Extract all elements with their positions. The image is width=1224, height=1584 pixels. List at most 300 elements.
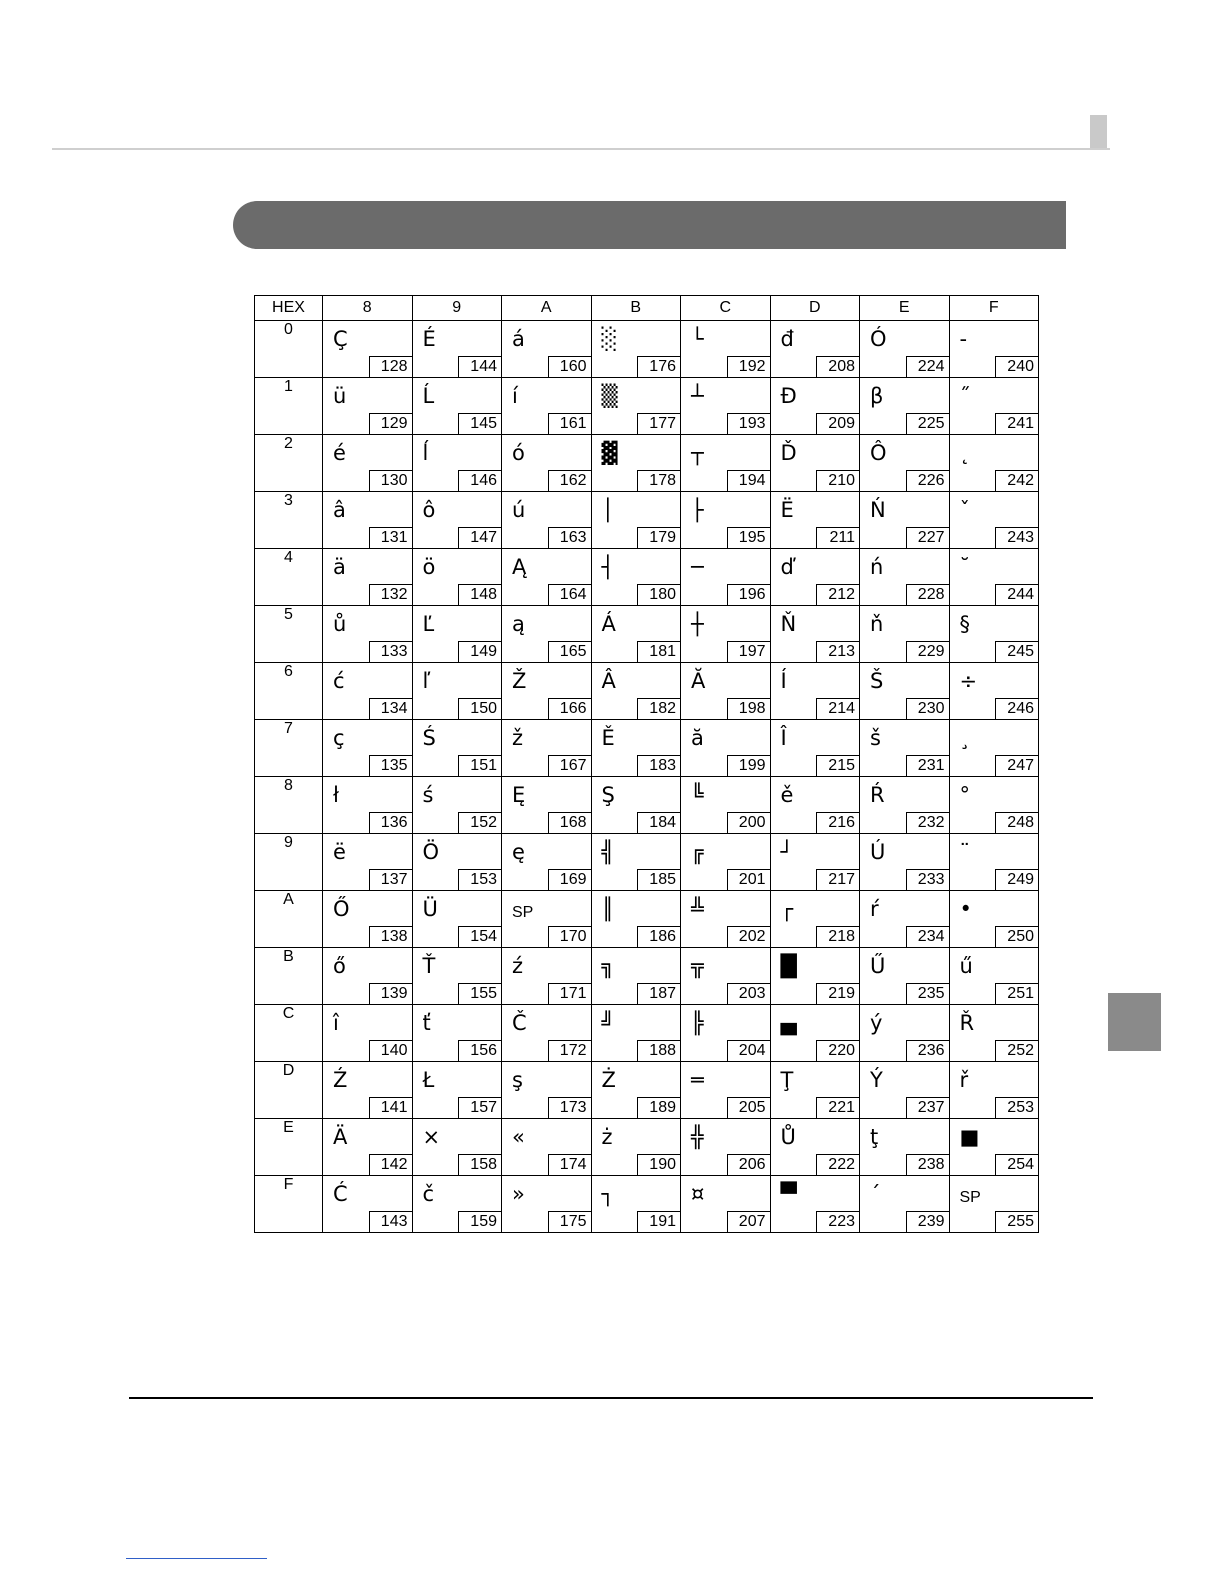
decimal-code: 249	[995, 869, 1039, 891]
decimal-code: 223	[816, 1211, 860, 1233]
character-cell	[591, 777, 681, 834]
character-glyph: đ	[780, 327, 794, 351]
decimal-code: 252	[995, 1040, 1039, 1062]
character-cell	[949, 663, 1039, 720]
decimal-code: 202	[727, 926, 771, 948]
decimal-code: 220	[816, 1040, 860, 1062]
table-row	[255, 834, 1039, 891]
decimal-code: 198	[727, 698, 771, 720]
character-glyph: SP	[959, 1189, 981, 1206]
character-cell	[860, 1005, 950, 1062]
decimal-code: 182	[637, 698, 681, 720]
character-glyph: Đ	[780, 384, 797, 408]
decimal-code: 247	[995, 755, 1039, 777]
character-cell	[502, 777, 592, 834]
footer-link-underline	[126, 1558, 267, 1559]
decimal-code: 222	[816, 1154, 860, 1176]
decimal-code: 158	[458, 1154, 502, 1176]
table-row	[255, 1176, 1039, 1233]
decimal-code: 166	[548, 698, 592, 720]
character-glyph: ő	[333, 954, 346, 978]
character-glyph: Ş	[601, 783, 615, 807]
character-glyph: █	[780, 954, 797, 978]
character-cell	[770, 1119, 860, 1176]
decimal-code: 236	[906, 1040, 950, 1062]
character-glyph: ¨	[959, 840, 970, 864]
column-header: 9	[412, 296, 502, 321]
table-row	[255, 777, 1039, 834]
decimal-code: 228	[906, 584, 950, 606]
decimal-code: 141	[369, 1097, 413, 1119]
decimal-code: 132	[369, 584, 413, 606]
code-page-table	[254, 295, 1039, 1233]
character-cell	[412, 321, 502, 378]
decimal-code: 251	[995, 983, 1039, 1005]
decimal-code: 214	[816, 698, 860, 720]
character-cell	[323, 777, 413, 834]
character-cell	[949, 1176, 1039, 1233]
decimal-code: 152	[458, 812, 502, 834]
row-header: 1	[255, 378, 323, 435]
character-cell	[502, 663, 592, 720]
character-cell	[949, 606, 1039, 663]
decimal-code: 199	[727, 755, 771, 777]
character-glyph: Í	[780, 669, 787, 693]
character-glyph: Á	[601, 612, 616, 636]
character-glyph: Ŕ	[870, 783, 885, 807]
decimal-code: 216	[816, 812, 860, 834]
character-cell	[502, 1005, 592, 1062]
character-cell	[323, 549, 413, 606]
row-header: 6	[255, 663, 323, 720]
character-glyph: í	[512, 384, 518, 408]
character-glyph: ç	[333, 726, 345, 750]
table-row	[255, 891, 1039, 948]
table-row	[255, 492, 1039, 549]
decimal-code: 168	[548, 812, 592, 834]
character-glyph: ą	[512, 612, 525, 636]
character-glyph: É	[422, 327, 436, 351]
character-glyph: ˝	[959, 384, 970, 408]
decimal-code: 165	[548, 641, 592, 663]
character-glyph: ╝	[601, 1011, 615, 1035]
decimal-code: 193	[727, 413, 771, 435]
decimal-code: 237	[906, 1097, 950, 1119]
header-tab-marker	[1090, 115, 1107, 148]
character-glyph: ż	[601, 1125, 613, 1149]
character-glyph: Ű	[870, 954, 886, 978]
character-glyph: â	[333, 498, 346, 522]
character-cell	[860, 948, 950, 1005]
decimal-code: 171	[548, 983, 592, 1005]
character-glyph: î	[333, 1011, 339, 1035]
decimal-code: 241	[995, 413, 1039, 435]
character-glyph: ý	[870, 1011, 883, 1035]
character-cell	[502, 549, 592, 606]
decimal-code: 219	[816, 983, 860, 1005]
character-cell	[681, 777, 771, 834]
character-glyph: ═	[691, 1068, 704, 1092]
row-header: F	[255, 1176, 323, 1233]
character-cell	[591, 435, 681, 492]
character-cell	[502, 378, 592, 435]
character-cell	[949, 492, 1039, 549]
row-header: B	[255, 948, 323, 1005]
decimal-code: 197	[727, 641, 771, 663]
character-cell	[770, 1005, 860, 1062]
table-row	[255, 1005, 1039, 1062]
character-cell	[770, 720, 860, 777]
decimal-code: 207	[727, 1211, 771, 1233]
column-header: A	[502, 296, 592, 321]
table-row	[255, 435, 1039, 492]
character-cell	[412, 378, 502, 435]
character-cell	[502, 834, 592, 891]
character-cell	[502, 720, 592, 777]
table-row	[255, 549, 1039, 606]
decimal-code: 145	[458, 413, 502, 435]
decimal-code: 156	[458, 1040, 502, 1062]
character-cell	[681, 1119, 771, 1176]
decimal-code: 240	[995, 356, 1039, 378]
decimal-code: 206	[727, 1154, 771, 1176]
character-cell	[860, 492, 950, 549]
row-header: 9	[255, 834, 323, 891]
section-banner	[233, 201, 1066, 249]
character-glyph: ▓	[601, 441, 618, 465]
character-glyph: Ą	[512, 555, 527, 579]
decimal-code: 235	[906, 983, 950, 1005]
character-cell	[323, 435, 413, 492]
character-cell	[323, 663, 413, 720]
decimal-code: 161	[548, 413, 592, 435]
decimal-code: 244	[995, 584, 1039, 606]
character-cell	[949, 720, 1039, 777]
decimal-code: 160	[548, 356, 592, 378]
decimal-code: 183	[637, 755, 681, 777]
decimal-code: 135	[369, 755, 413, 777]
character-glyph: ľ	[422, 669, 431, 693]
character-glyph: Ż	[601, 1068, 616, 1092]
decimal-code: 174	[548, 1154, 592, 1176]
character-cell	[860, 549, 950, 606]
character-glyph: Ü	[422, 897, 438, 921]
character-cell	[681, 378, 771, 435]
decimal-code: 146	[458, 470, 502, 492]
decimal-code: 242	[995, 470, 1039, 492]
character-cell	[591, 948, 681, 1005]
character-cell	[949, 1062, 1039, 1119]
decimal-code: 212	[816, 584, 860, 606]
character-glyph: Š	[870, 669, 884, 693]
character-glyph: °	[959, 783, 970, 807]
decimal-code: 184	[637, 812, 681, 834]
character-cell	[770, 663, 860, 720]
character-cell	[591, 321, 681, 378]
character-cell	[502, 321, 592, 378]
character-glyph: ╦	[691, 954, 704, 978]
row-header: 2	[255, 435, 323, 492]
character-glyph: »	[512, 1182, 525, 1206]
decimal-code: 208	[816, 356, 860, 378]
character-cell	[949, 378, 1039, 435]
row-header: D	[255, 1062, 323, 1119]
character-glyph: Ý	[870, 1068, 883, 1092]
character-cell	[412, 1119, 502, 1176]
decimal-code: 227	[906, 527, 950, 549]
decimal-code: 189	[637, 1097, 681, 1119]
character-glyph: •	[959, 897, 972, 921]
decimal-code: 209	[816, 413, 860, 435]
character-glyph: ů	[333, 612, 347, 636]
decimal-code: 248	[995, 812, 1039, 834]
decimal-code: 148	[458, 584, 502, 606]
decimal-code: 149	[458, 641, 502, 663]
character-glyph: ă	[691, 726, 704, 750]
decimal-code: 221	[816, 1097, 860, 1119]
character-glyph: Ô	[870, 441, 887, 465]
character-glyph: Ť	[422, 954, 436, 978]
decimal-code: 232	[906, 812, 950, 834]
header-rule	[52, 148, 1110, 150]
table-row	[255, 663, 1039, 720]
character-cell	[323, 1119, 413, 1176]
decimal-code: 187	[637, 983, 681, 1005]
row-header: 4	[255, 549, 323, 606]
decimal-code: 243	[995, 527, 1039, 549]
character-glyph: ë	[333, 840, 346, 864]
character-cell	[591, 378, 681, 435]
table-row	[255, 606, 1039, 663]
table-row	[255, 378, 1039, 435]
decimal-code: 177	[637, 413, 681, 435]
decimal-code: 170	[548, 926, 592, 948]
decimal-code: 162	[548, 470, 592, 492]
character-cell	[770, 948, 860, 1005]
character-glyph: SP	[512, 904, 534, 921]
decimal-code: 173	[548, 1097, 592, 1119]
decimal-code: 144	[458, 356, 502, 378]
row-header: 3	[255, 492, 323, 549]
character-glyph: └	[691, 327, 704, 351]
decimal-code: 142	[369, 1154, 413, 1176]
character-cell	[860, 321, 950, 378]
character-cell	[591, 1062, 681, 1119]
decimal-code: 250	[995, 926, 1039, 948]
character-cell	[323, 492, 413, 549]
character-cell	[591, 549, 681, 606]
decimal-code: 167	[548, 755, 592, 777]
decimal-code: 211	[816, 527, 860, 549]
decimal-code: 143	[369, 1211, 413, 1233]
character-cell	[770, 378, 860, 435]
character-cell	[949, 777, 1039, 834]
character-glyph: ─	[691, 555, 704, 579]
character-cell	[860, 663, 950, 720]
column-header: C	[681, 296, 771, 321]
decimal-code: 129	[369, 413, 413, 435]
decimal-code: 233	[906, 869, 950, 891]
character-cell	[591, 1005, 681, 1062]
row-header: 8	[255, 777, 323, 834]
character-glyph: Ď	[780, 441, 797, 465]
decimal-code: 205	[727, 1097, 771, 1119]
character-glyph: -	[959, 327, 968, 351]
row-header: C	[255, 1005, 323, 1062]
character-glyph: ł	[333, 783, 339, 807]
character-cell	[323, 1062, 413, 1119]
decimal-code: 224	[906, 356, 950, 378]
character-glyph: Ă	[691, 669, 706, 693]
character-cell	[770, 777, 860, 834]
decimal-code: 176	[637, 356, 681, 378]
decimal-code: 217	[816, 869, 860, 891]
character-cell	[860, 891, 950, 948]
character-glyph: Â	[601, 669, 616, 693]
decimal-code: 192	[727, 356, 771, 378]
character-cell	[949, 891, 1039, 948]
decimal-code: 253	[995, 1097, 1039, 1119]
decimal-code: 194	[727, 470, 771, 492]
decimal-code: 130	[369, 470, 413, 492]
decimal-code: 195	[727, 527, 771, 549]
table-row	[255, 720, 1039, 777]
character-glyph: ş	[512, 1068, 523, 1092]
decimal-code: 137	[369, 869, 413, 891]
character-cell	[770, 435, 860, 492]
character-glyph: š	[870, 726, 881, 750]
character-glyph: Ä	[333, 1125, 348, 1149]
decimal-code: 153	[458, 869, 502, 891]
decimal-code: 201	[727, 869, 771, 891]
character-glyph: ˇ	[959, 498, 970, 522]
character-glyph: Ć	[333, 1182, 348, 1206]
decimal-code: 238	[906, 1154, 950, 1176]
character-cell	[323, 948, 413, 1005]
decimal-code: 138	[369, 926, 413, 948]
table-row	[255, 948, 1039, 1005]
character-glyph: Ź	[333, 1068, 348, 1092]
character-glyph: «	[512, 1125, 525, 1149]
decimal-code: 215	[816, 755, 860, 777]
character-cell	[681, 492, 771, 549]
character-glyph: ┤	[601, 555, 615, 579]
character-cell	[323, 1005, 413, 1062]
character-cell	[681, 1062, 771, 1119]
character-cell	[681, 549, 771, 606]
character-cell	[681, 720, 771, 777]
character-glyph: Ç	[333, 327, 348, 351]
decimal-code: 169	[548, 869, 592, 891]
decimal-code: 140	[369, 1040, 413, 1062]
character-cell	[502, 492, 592, 549]
table-row	[255, 321, 1039, 378]
character-cell	[323, 1176, 413, 1233]
decimal-code: 234	[906, 926, 950, 948]
character-glyph: Ë	[780, 498, 794, 522]
character-glyph: ę	[512, 840, 525, 864]
character-glyph: ś	[422, 783, 434, 807]
character-cell	[860, 378, 950, 435]
character-glyph: ú	[512, 498, 526, 522]
character-glyph: ź	[512, 954, 524, 978]
character-cell	[591, 720, 681, 777]
character-cell	[502, 948, 592, 1005]
character-cell	[770, 549, 860, 606]
character-glyph: │	[601, 498, 615, 522]
character-glyph: ÷	[959, 669, 978, 693]
decimal-code: 229	[906, 641, 950, 663]
character-glyph: ˘	[959, 555, 970, 579]
character-glyph: ■	[959, 1125, 980, 1149]
decimal-code: 128	[369, 356, 413, 378]
character-cell	[770, 321, 860, 378]
character-glyph: ŕ	[870, 897, 879, 921]
decimal-code: 213	[816, 641, 860, 663]
character-cell	[591, 1119, 681, 1176]
character-glyph: Ő	[333, 897, 350, 921]
character-cell	[860, 1119, 950, 1176]
character-glyph: ¤	[691, 1182, 705, 1206]
character-cell	[681, 834, 771, 891]
decimal-code: 231	[906, 755, 950, 777]
character-glyph: §	[959, 612, 970, 636]
character-glyph: Ĺ	[422, 384, 435, 408]
character-cell	[681, 1176, 771, 1233]
character-cell	[681, 435, 771, 492]
character-glyph: Č	[512, 1011, 527, 1035]
character-cell	[770, 891, 860, 948]
character-cell	[502, 435, 592, 492]
decimal-code: 139	[369, 983, 413, 1005]
character-glyph: Ę	[512, 783, 526, 807]
character-cell	[949, 834, 1039, 891]
decimal-code: 186	[637, 926, 681, 948]
character-cell	[412, 777, 502, 834]
decimal-code: 218	[816, 926, 860, 948]
character-glyph: ▒	[601, 384, 618, 408]
character-cell	[770, 606, 860, 663]
column-header: 8	[323, 296, 413, 321]
decimal-code: 188	[637, 1040, 681, 1062]
character-glyph: β	[870, 384, 884, 408]
decimal-code: 246	[995, 698, 1039, 720]
character-cell	[860, 606, 950, 663]
character-glyph: ╩	[691, 897, 704, 921]
character-glyph: ┌	[780, 897, 794, 921]
character-glyph: é	[333, 441, 346, 465]
column-header: D	[770, 296, 860, 321]
decimal-code: 181	[637, 641, 681, 663]
character-cell	[412, 435, 502, 492]
row-header: 0	[255, 321, 323, 378]
character-cell	[860, 777, 950, 834]
character-glyph: ├	[691, 498, 704, 522]
character-cell	[591, 891, 681, 948]
character-cell	[591, 1176, 681, 1233]
decimal-code: 150	[458, 698, 502, 720]
column-header: B	[591, 296, 681, 321]
character-glyph: ć	[333, 669, 345, 693]
chapter-side-tab	[1108, 993, 1161, 1051]
decimal-code: 172	[548, 1040, 592, 1062]
character-glyph: ▄	[780, 1011, 797, 1035]
character-cell	[412, 663, 502, 720]
row-header: E	[255, 1119, 323, 1176]
character-cell	[323, 378, 413, 435]
character-glyph: ╔	[691, 840, 704, 864]
character-glyph: ž	[512, 726, 524, 750]
